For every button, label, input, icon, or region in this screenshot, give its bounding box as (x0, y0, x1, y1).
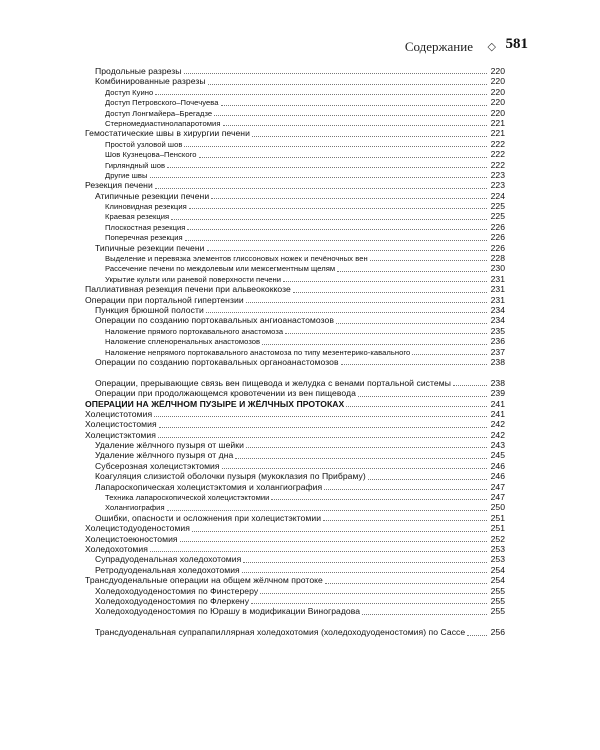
toc-entry[interactable] (85, 565, 505, 575)
dot-leader (262, 344, 487, 345)
toc-entry-title: Пункция брюшной полости (95, 304, 204, 315)
toc-entry-page: 238 (490, 377, 505, 388)
toc-entry[interactable] (85, 66, 505, 76)
toc-entry-title: Стерномедиастинолапаротомия (105, 118, 221, 128)
toc-entry[interactable] (85, 471, 505, 481)
toc-entry[interactable] (85, 606, 505, 616)
dot-leader (184, 146, 487, 147)
dot-leader (189, 208, 487, 209)
toc-entry-title: Комбинированные разрезы (95, 76, 206, 87)
toc-entry[interactable] (85, 554, 505, 564)
dot-leader (336, 323, 487, 324)
dot-leader (325, 583, 487, 584)
toc-entry-title: Гемостатические швы в хирургии печени (85, 128, 250, 139)
toc-entry-title: ОПЕРАЦИИ НА ЖЁЛЧНОМ ПУЗЫРЕ И ЖЁЛЧНЫХ ПРОТОКАХ (85, 398, 345, 409)
toc-entry[interactable] (85, 347, 505, 357)
dot-leader (155, 94, 487, 95)
toc-entry-title: Лапароскопическая холецистэктомия и холангиография (95, 481, 323, 492)
toc-entry-title: Холедоходуоденостомия по Юрашу в модификации Виноградова (95, 606, 361, 617)
toc-entry[interactable] (85, 419, 505, 429)
toc-entry-title: Укрытие культи или раневой поверхности печени (105, 274, 282, 284)
dot-leader (324, 489, 487, 490)
toc-entry-page: 255 (490, 606, 505, 617)
toc-entry[interactable] (85, 284, 505, 294)
toc-entry-page: 251 (490, 512, 505, 523)
toc-entry-page: 241 (490, 408, 505, 419)
toc-entry-page: 230 (490, 263, 505, 274)
toc-entry-page: 245 (490, 450, 505, 461)
toc-entry[interactable] (85, 128, 505, 138)
toc-entry-title: Простой узловой шов (105, 139, 183, 149)
toc-entry-page: 247 (490, 481, 505, 492)
toc-entry-page: 231 (490, 284, 505, 295)
toc-entry-page: 238 (490, 356, 505, 367)
toc-entry-title: Шов Кузнецова–Пенского (105, 150, 197, 160)
dot-leader (150, 177, 487, 178)
toc-entry-title: Выделение и перевязка элементов глиссоновых ножек и печёночных вен (105, 254, 368, 264)
toc-entry[interactable] (85, 440, 505, 450)
dot-leader (412, 354, 487, 355)
toc-entry-page: 243 (490, 440, 505, 451)
toc-entry-page: 254 (490, 575, 505, 586)
toc-entry-title: Продольные разрезы (95, 66, 182, 76)
toc-entry[interactable] (85, 149, 505, 159)
toc-entry[interactable] (85, 357, 505, 367)
dot-leader (150, 551, 487, 552)
toc-entry-title: Холедоходуоденостомия по Флеркену (95, 595, 250, 606)
toc-entry-title: Операции при продолжающемся кровотечении из вен пищевода (95, 388, 356, 399)
toc-entry[interactable] (85, 326, 505, 336)
diamond-separator-icon: ◇ (487, 41, 496, 53)
dot-leader (323, 520, 487, 521)
toc-entry-page: 237 (490, 346, 505, 357)
toc-entry-page: 222 (490, 149, 505, 160)
toc-entry[interactable] (85, 367, 505, 388)
toc-entry[interactable] (85, 201, 505, 211)
dot-leader (208, 84, 487, 85)
toc-entry-title: Субсерозная холецистэктомия (95, 460, 220, 471)
dot-leader (271, 499, 487, 500)
toc-entry-title: Клиновидная резекция (105, 202, 187, 212)
toc-entry[interactable] (85, 430, 505, 440)
toc-entry-title: Холецистостомия (85, 419, 157, 430)
toc-entry[interactable] (85, 502, 505, 512)
toc-entry-title: Холецистэктомия (85, 429, 156, 440)
dot-leader (180, 541, 487, 542)
toc-entry-title: Холангиография (105, 503, 165, 513)
toc-entry[interactable] (85, 575, 505, 585)
toc-entry-title: Операции по созданию портокавальных ангиоанастомозов (95, 315, 334, 326)
dot-leader (155, 188, 487, 189)
toc-entry-title: Удаление жёлчного пузыря от дна (95, 450, 234, 461)
toc-entry-page: 226 (490, 242, 505, 253)
toc-entry-title: Трансдуоденальная супрапапиллярная холедохотомия (холедоходуоденостомия) по Сассе (95, 627, 466, 638)
toc-entry-page: 234 (490, 315, 505, 326)
dot-leader (214, 115, 487, 116)
toc-entry[interactable] (85, 399, 505, 409)
toc-entry[interactable] (85, 243, 505, 253)
toc-entry-title: Техника лапароскопической холецистэктомии (105, 493, 270, 503)
dot-leader (370, 260, 487, 261)
toc-entry[interactable] (85, 461, 505, 471)
dot-leader (260, 593, 487, 594)
toc-entry-page: 231 (490, 273, 505, 284)
toc-entry-page: 222 (490, 159, 505, 170)
toc-entry-page: 256 (490, 627, 505, 638)
toc-entry-title: Паллиативная резекция печени при альвеококкозе (85, 284, 291, 295)
toc-entry-page: 235 (490, 325, 505, 336)
toc-entry-title: Наложение спленоренальных анастомозов (105, 337, 261, 347)
toc-entry-page: 246 (490, 460, 505, 471)
dot-leader (185, 240, 487, 241)
toc-entry[interactable] (85, 544, 505, 554)
toc-entry-title: Ошибки, опасности и осложнения при холецистэктомии (95, 512, 322, 523)
toc-entry-page: 222 (490, 138, 505, 149)
toc-entry[interactable] (85, 253, 505, 263)
toc-entry[interactable] (85, 450, 505, 460)
dot-leader (341, 364, 487, 365)
toc-entry-title: Холецистотомия (85, 408, 153, 419)
toc-entry-page: 253 (490, 554, 505, 565)
toc-entry-page: 250 (490, 502, 505, 513)
dot-leader (362, 614, 487, 615)
toc-entry-title: Доступ Петровского–Почечуева (105, 98, 219, 108)
dot-leader (293, 292, 487, 293)
toc-entry-page: 239 (490, 388, 505, 399)
toc-entry[interactable] (85, 388, 505, 398)
dot-leader (235, 458, 487, 459)
dot-leader (252, 136, 487, 137)
toc-entry-page: 234 (490, 304, 505, 315)
toc-entry-page: 231 (490, 294, 505, 305)
toc-entry[interactable] (85, 87, 505, 97)
toc-entry-title: Операции при портальной гипертензии (85, 294, 244, 305)
toc-entry-title: Холедоходуоденостомия по Финстереру (95, 585, 259, 596)
toc-entry[interactable] (85, 513, 505, 523)
toc-entry[interactable] (85, 211, 505, 221)
toc-entry[interactable] (85, 170, 505, 180)
toc-entry-title: Коагуляция слизистой оболочки пузыря (мукоклазия по Прибраму) (95, 471, 366, 482)
dot-leader (221, 105, 487, 106)
dot-leader (207, 250, 487, 251)
toc-entry-page: 225 (490, 211, 505, 222)
dot-leader (283, 281, 487, 282)
toc-entry-page: 220 (490, 86, 505, 97)
toc-entry[interactable] (85, 596, 505, 606)
dot-leader (453, 385, 487, 386)
dot-leader (167, 510, 487, 511)
table-of-contents (85, 66, 505, 638)
dot-leader (184, 73, 487, 74)
toc-entry-page: 220 (490, 66, 505, 76)
toc-entry-page: 220 (490, 107, 505, 118)
toc-entry-title: Супрадуоденальная холедохотомия (95, 554, 242, 565)
toc-entry-page: 252 (490, 533, 505, 544)
toc-entry-page: 242 (490, 419, 505, 430)
toc-entry-title: Гирляндный шов (105, 160, 166, 170)
toc-entry-page: 225 (490, 201, 505, 212)
toc-entry-page: 221 (490, 117, 505, 128)
toc-entry-title: Холецистодуоденостомия (85, 523, 190, 534)
page-header (0, 0, 600, 70)
dot-leader (206, 312, 487, 313)
toc-entry[interactable] (85, 295, 505, 305)
toc-entry-page: 223 (490, 169, 505, 180)
toc-entry-title: Ретродуоденальная холедохотомия (95, 564, 240, 575)
toc-entry-title: Рассечение печени по междолевым или межсегментным щелям (105, 264, 336, 274)
toc-entry-title: Удаление жёлчного пузыря от шейки (95, 440, 244, 451)
toc-entry-title: Наложение непрямого портокавального анастомоза по типу мезентерико-кавального (105, 347, 411, 357)
toc-entry-title: Атипичные резекции печени (95, 190, 210, 201)
dot-leader (158, 437, 487, 438)
toc-entry[interactable] (85, 191, 505, 201)
toc-entry-page: 224 (490, 190, 505, 201)
toc-entry[interactable] (85, 118, 505, 128)
toc-entry[interactable] (85, 409, 505, 419)
dot-leader (346, 406, 487, 407)
toc-entry[interactable] (85, 523, 505, 533)
dot-leader (337, 271, 487, 272)
toc-entry[interactable] (85, 315, 505, 325)
toc-entry-title: Поперечная резекция (105, 233, 183, 243)
dot-leader (211, 198, 487, 199)
toc-entry[interactable] (85, 139, 505, 149)
toc-entry[interactable] (85, 492, 505, 502)
dot-leader (251, 603, 487, 604)
toc-entry[interactable] (85, 108, 505, 118)
dot-leader (154, 416, 487, 417)
toc-entry[interactable] (85, 76, 505, 86)
toc-entry-page: 226 (490, 221, 505, 232)
dot-leader (167, 167, 487, 168)
toc-entry[interactable] (85, 586, 505, 596)
toc-entry-title: Другие швы (105, 170, 148, 180)
toc-entry-title: Краевая резекция (105, 212, 170, 222)
dot-leader (192, 531, 487, 532)
dot-leader (199, 157, 487, 158)
toc-entry-page: 241 (490, 398, 505, 409)
dot-leader (246, 447, 487, 448)
toc-entry-title: Резекция печени (85, 180, 153, 191)
toc-entry-title: Доступ Лонгмайера–Брегадзе (105, 108, 213, 118)
toc-entry-page: 255 (490, 595, 505, 606)
toc-entry[interactable] (85, 232, 505, 242)
toc-entry-page: 221 (490, 128, 505, 139)
toc-entry-title: Холецистоеюностомия (85, 533, 178, 544)
dot-leader (242, 572, 487, 573)
toc-entry-page: 242 (490, 429, 505, 440)
dot-leader (243, 562, 487, 563)
toc-entry-title: Холедохотомия (85, 543, 148, 554)
toc-entry-page: 253 (490, 543, 505, 554)
toc-entry-title: Плоскостная резекция (105, 222, 186, 232)
dot-leader (159, 427, 487, 428)
toc-entry[interactable] (85, 97, 505, 107)
toc-entry-title: Операции по созданию портокавальных органоанастомозов (95, 356, 339, 367)
toc-entry[interactable] (85, 482, 505, 492)
dot-leader (285, 333, 487, 334)
toc-entry-title: Операции, прерывающие связь вен пищевода и желудка с венами портальной системы (95, 377, 451, 388)
toc-entry-page: 220 (490, 76, 505, 87)
toc-entry-page: 236 (490, 336, 505, 347)
dot-leader (358, 396, 487, 397)
dot-leader (222, 468, 487, 469)
toc-entry-page: 220 (490, 97, 505, 108)
dot-leader (246, 302, 487, 303)
toc-entry-page: 223 (490, 180, 505, 191)
toc-entry-page: 255 (490, 585, 505, 596)
toc-entry[interactable] (85, 617, 505, 638)
toc-entry-page: 247 (490, 492, 505, 503)
dot-leader (368, 479, 487, 480)
dot-leader (171, 219, 487, 220)
toc-entry[interactable] (85, 336, 505, 346)
dot-leader (223, 125, 488, 126)
toc-entry-title: Доступ Куино (105, 87, 154, 97)
running-header-label: Содержание (404, 39, 473, 54)
toc-entry-page: 251 (490, 523, 505, 534)
page-number: 581 (505, 36, 528, 52)
toc-entry[interactable] (85, 222, 505, 232)
toc-entry-title: Типичные резекции печени (95, 242, 205, 253)
toc-entry[interactable] (85, 274, 505, 284)
toc-entry-title: Наложение прямого портокавального анастомоза (105, 326, 284, 336)
toc-entry-title: Трансдуоденальные операции на общем жёлчном протоке (85, 575, 323, 586)
toc-entry-page: 254 (490, 564, 505, 575)
dot-leader (187, 229, 487, 230)
toc-entry-page: 228 (490, 253, 505, 264)
toc-entry[interactable] (85, 160, 505, 170)
toc-entry[interactable] (85, 180, 505, 190)
toc-entry[interactable] (85, 534, 505, 544)
toc-entry[interactable] (85, 263, 505, 273)
toc-entry-page: 226 (490, 232, 505, 243)
dot-leader (467, 635, 487, 636)
toc-entry-page: 246 (490, 471, 505, 482)
toc-entry[interactable] (85, 305, 505, 315)
